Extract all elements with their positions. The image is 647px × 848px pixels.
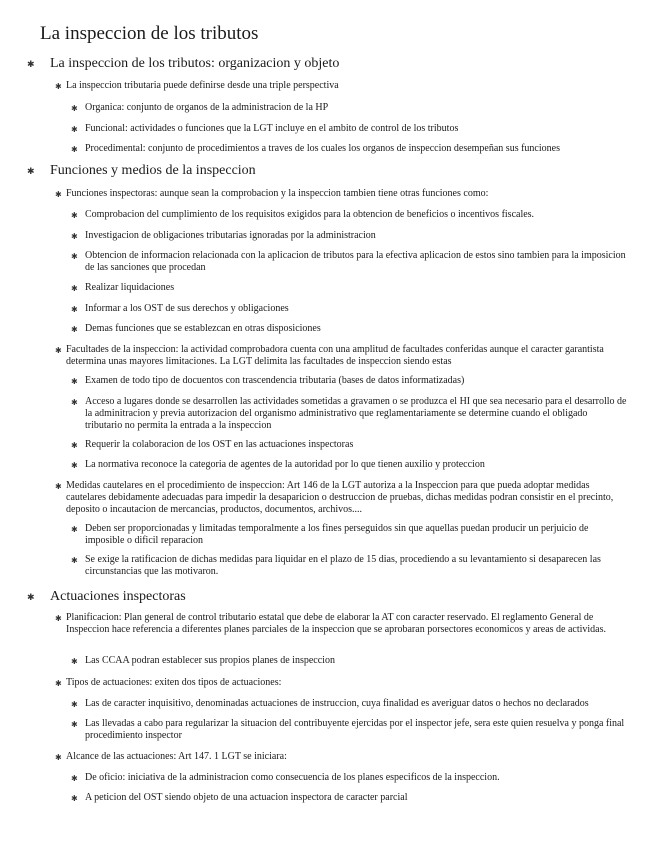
- bullet-icon: ✱: [71, 325, 78, 334]
- bullet-icon: ✱: [27, 166, 35, 176]
- bullet-icon: ✱: [55, 190, 62, 199]
- bullet-icon: ✱: [71, 104, 78, 113]
- bullet-icon: ✱: [55, 753, 62, 762]
- bullet-icon: ✱: [27, 592, 35, 602]
- bullet-icon: ✱: [55, 614, 62, 623]
- bullet-icon: ✱: [71, 211, 78, 220]
- bullet-icon: ✱: [55, 346, 62, 355]
- bullet-icon: ✱: [71, 232, 78, 241]
- page-title: La inspeccion de los tributos: [40, 23, 259, 44]
- bullet-icon: ✱: [71, 657, 78, 666]
- bullet-icon: ✱: [71, 252, 78, 261]
- bullet-icon: ✱: [71, 525, 78, 534]
- bullet-icon: ✱: [71, 700, 78, 709]
- bullet-icon: ✱: [55, 679, 62, 688]
- bullet-icon: ✱: [71, 125, 78, 134]
- bullet-icon: ✱: [71, 398, 78, 407]
- bullet-icon: ✱: [71, 794, 78, 803]
- bullet-icon: ✱: [71, 284, 78, 293]
- bullet-icon: ✱: [71, 461, 78, 470]
- bullet-icon: ✱: [71, 774, 78, 783]
- document-page: La inspeccion de los tributos ✱ La inspeccion de los tributos: organizacion y objeto ✱ La inspeccion tributaria puede definirse desde una triple perspectiva ✱ Organica: conjunto de organos de la administracion de la HP ✱ Funcional: actividades o funciones que la LGT incluye en el ambito de control de los tributos ✱ Procedimental: conjunto de procedimientos a traves de los cuales los organos de inspeccion desempeñan sus funciones ✱ Funciones y medios de la inspeccion ✱ Funciones inspectoras: aunque sean la comprobacion y la inspeccion tambien tiene otras funciones como: ✱ Comprobacion del cumplimiento de los requisitos exigidos para la obtencion de beneficios o incentivos fiscales. ✱ Investigacion de obligaciones tributarias ignoradas por la administracion ✱ Obtencion de informacion relacionada con la aplicacion de tributos para la efectiva aplicacion de estos sino tambien para la imposicion de las sanciones que procedan ✱ Realizar liquidaciones ✱ Informar a los OST de sus derechos y obligaciones ✱ Demas funciones que se establezcan en otras disposiciones ✱ Facultades de la inspeccion: la actividad comprobadora cuenta con una amplitud de facultades conferidas aunque el caracter garantista determina unas mayores limitaciones. La LGT delimita las facultades de inspeccion siendo estas ✱ Examen de todo tipo de docuentos con trascendencia tributaria (bases de datos informatizadas) ✱ Acceso a lugares donde se desarrollen las actividades sometidas a gravamen o se produzca el HI que sea necesario para el desarrollo de la adminitracion y previa autorizacion del organismo administrativo que reglamentariamente se determine cuando el obligado tributario no permita la entrada a la inspeccion ✱ Requerir la colaboracion de los OST en las actuaciones inspectoras ✱ La normativa reconoce la categoria de agentes de la autoridad por lo que tienen auxilio y proteccion ✱ Medidas cautelares en el procedimiento de inspeccion: Art 146 de la LGT autoriza a la Inspeccion para que pueda adoptar medidas cautelares debidamente adecuadas para impedir la desaparicion o destruccion de pruebas, dichas medidas podran consistir en el precinto, deposito o incautacion de mercancias, productos, documentos, archivos.... ✱ Deben ser proporcionadas y limitadas temporalmente a los fines perseguidos sin que aquellas puedan producir un perjuicio de imposible o dificil reparacion ✱ Se exige la ratificacion de dichas medidas para liquidar en el plazo de 15 dias, procediendo a su levantamiento si desaparecen las circunstancias que las motivaron. ✱ Actuaciones inspectoras ✱ Planificacion: Plan general de control tributario estatal que debe de elaborar la AT con caracter reservado. El reglamento General de Inspeccion hace referencia a diferentes planes parciales de la inspeccion que se aprobaran porsectores economicos y areas de actividas. ✱ Las CCAA podran establecer sus propios planes de inspeccion ✱ Tipos de actuaciones: exiten dos tipos de actuaciones: ✱ Las de caracter inquisitivo, denominadas actuaciones de instruccion, cuya finalidad es averiguar datos o hechos no declarados ✱ Las llevadas a cabo para regularizar la situacion del contribuyente ejercidas por el inspector jefe, sera este quien resuelva y ponga final procedimiento inspector ✱ Alcance de las actuaciones: Art 147. 1 LGT se iniciara: ✱ De oficio: iniciativa de la administracion como consecuencia de los planes especificos de la inspeccion. ✱ A peticion del OST siendo objeto de una actuacion inspectora de caracter parcial: [0, 0, 647, 848]
- bullet-icon: ✱: [27, 59, 35, 69]
- bullet-icon: ✱: [71, 305, 78, 314]
- bullet-icon: ✱: [71, 377, 78, 386]
- bullet-icon: ✱: [55, 82, 62, 91]
- bullet-icon: ✱: [71, 720, 78, 729]
- bullet-icon: ✱: [71, 145, 78, 154]
- bullet-icon: ✱: [71, 556, 78, 565]
- bullet-icon: ✱: [55, 482, 62, 491]
- bullet-icon: ✱: [71, 441, 78, 450]
